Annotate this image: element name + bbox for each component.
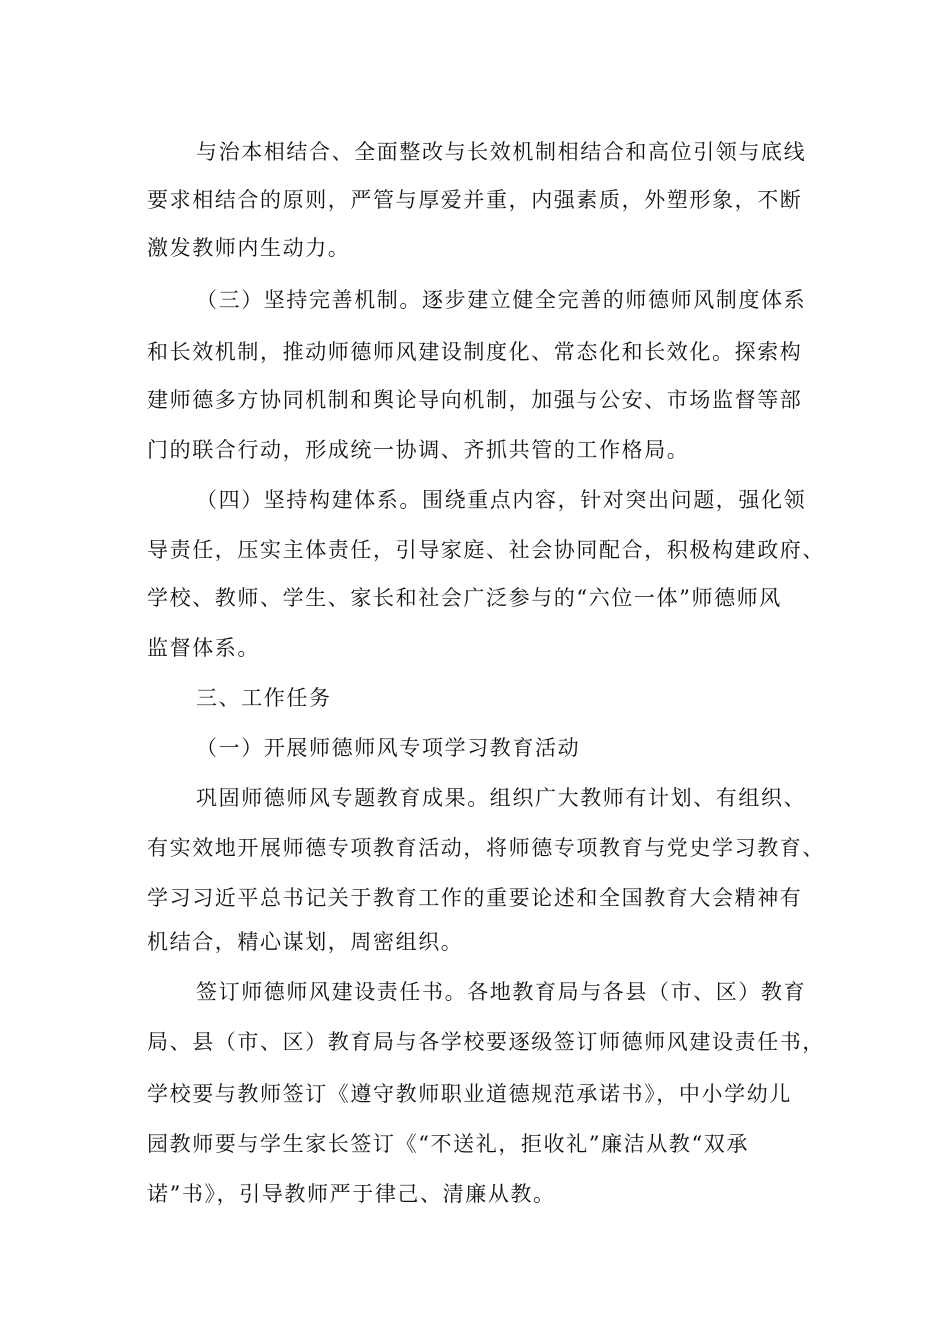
paragraph-line: 激发教师内生动力。	[147, 236, 351, 260]
paragraph-line: 学校、教师、学生、家长和社会广泛参与的“六位一体”师德师风	[147, 586, 782, 610]
subsection-heading: （一）开展师德师风专项学习教育活动	[196, 736, 581, 760]
paragraph-line: 巩固师德师风专题教育成果。组织广大教师有计划、有组织、	[196, 786, 807, 810]
paragraph-line: 门的联合行动，形成统一协调、齐抓共管的工作格局。	[147, 438, 690, 462]
paragraph-line: 和长效机制，推动师德师风建设制度化、常态化和长效化。探索构	[147, 340, 803, 364]
paragraph-line: 诺”书》，引导教师严于律己、清廉从教。	[147, 1182, 556, 1206]
paragraph-line: 学校要与教师签订《遵守教师职业道德规范承诺书》，中小学幼儿	[147, 1082, 792, 1106]
paragraph-line: 建师德多方协同机制和舆论导向机制，加强与公安、市场监督等部	[147, 388, 803, 412]
paragraph-line: 学习习近平总书记关于教育工作的重要论述和全国教育大会精神有	[147, 886, 803, 910]
paragraph-line: 局、县（市、区）教育局与各学校要逐级签订师德师风建设责任书，	[147, 1030, 825, 1054]
paragraph-line: 要求相结合的原则，严管与厚爱并重，内强素质，外塑形象，不断	[147, 188, 803, 212]
paragraph-line: （三）坚持完善机制。逐步建立健全完善的师德师风制度体系	[196, 288, 807, 312]
paragraph-line: 监督体系。	[147, 636, 260, 660]
paragraph-line: （四）坚持构建体系。围绕重点内容，针对突出问题，强化领	[196, 488, 807, 512]
section-heading: 三、工作任务	[196, 686, 332, 710]
paragraph-line: 签订师德师风建设责任书。各地教育局与各县（市、区）教育	[196, 980, 807, 1004]
paragraph-line: 园教师要与学生家长签订《“不送礼，拒收礼”廉洁从教“双承	[147, 1132, 750, 1156]
paragraph-line: 与治本相结合、全面整改与长效机制相结合和高位引领与底线	[196, 140, 807, 164]
paragraph-line: 有实效地开展师德专项教育活动，将师德专项教育与党史学习教育、	[147, 836, 825, 860]
paragraph-line: 导责任，压实主体责任，引导家庭、社会协同配合，积极构建政府、	[147, 538, 825, 562]
paragraph-line: 机结合，精心谋划，周密组织。	[147, 930, 464, 954]
